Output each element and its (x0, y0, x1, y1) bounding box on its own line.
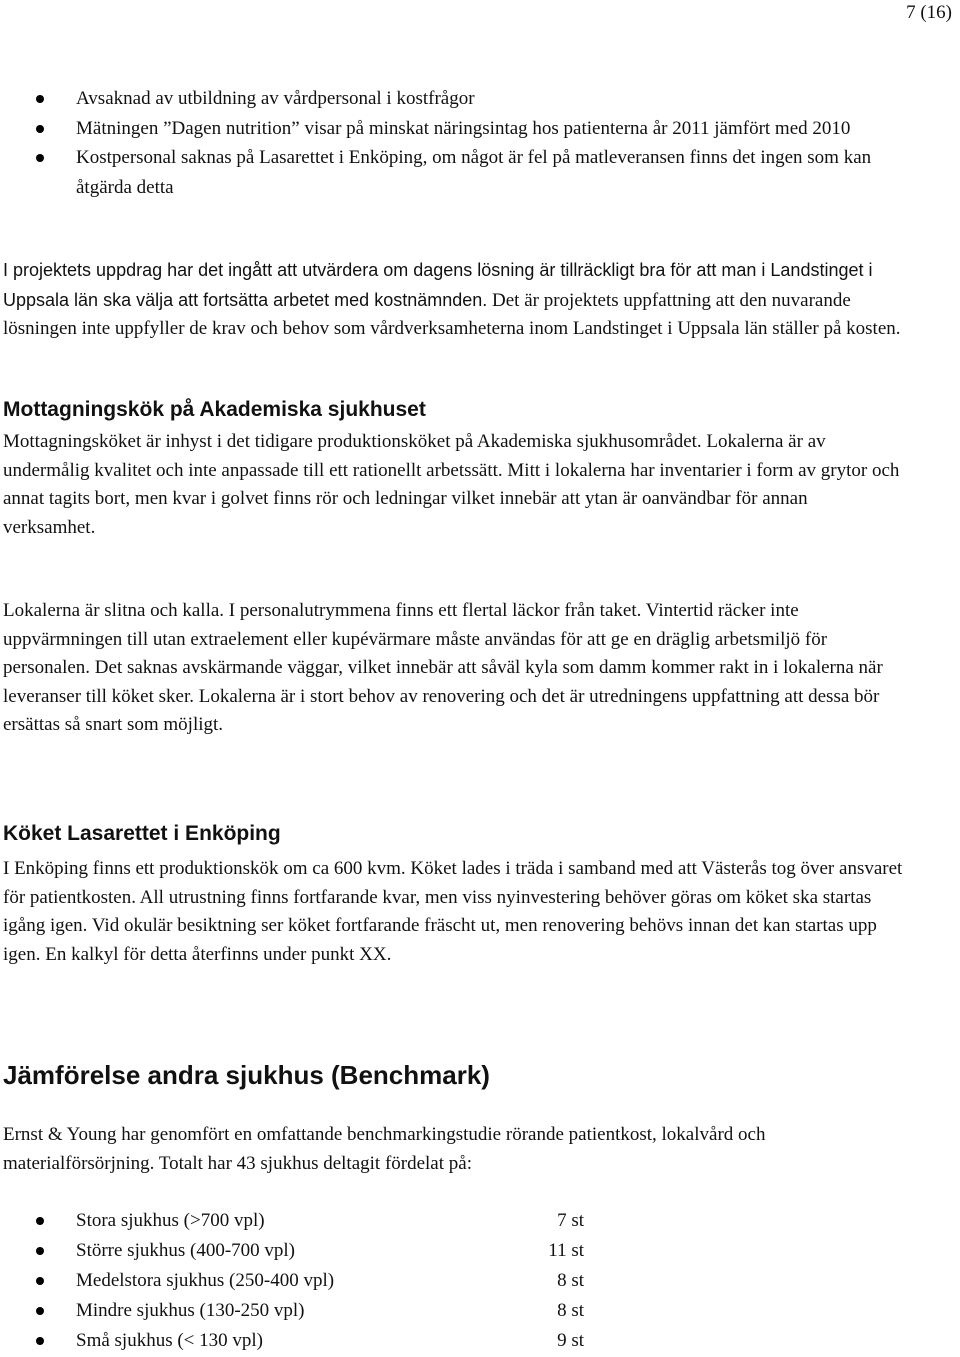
intro-bullet-list (0, 84, 880, 202)
hospital-group-label: Stora sjukhus (>700 vpl) (76, 1210, 265, 1231)
project-paragraph-sans: I projektets uppdrag har det ingått att utvärdera om dagens lösning är tillräckligt bra för att man i Landstinget i Uppsala län ska välja att fortsätta arbetet med kostnämnden. (3, 260, 873, 310)
page-number: 7 (16) (906, 2, 952, 23)
list-item (0, 84, 880, 114)
hospital-group-label: Medelstora sjukhus (250-400 vpl) (76, 1270, 335, 1291)
section-heading-akademiska: Mottagningskök på Akademiska sjukhuset (3, 398, 426, 421)
bullet-icon (36, 1337, 44, 1345)
akademiska-paragraph-2: Lokalerna är slitna och kalla. I personalutrymmena finns ett flertal läckor från taket. Vintertid räcker inte uppvärmningen till utan extraelement eller kupévärmare måste användas för att ge en dräglig arbetsmiljö för personalen. Det saknas avskärmande väggar, vilket innebär att såväl kyla som damm kommer rakt in i lokalerna när leveranser till köket sker. Lokalerna är i stort behov av renovering och det är utredningens uppfattning att dessa bör ersättas så snart som möjligt. (3, 600, 883, 736)
akademiska-paragraph-1: Mottagningsköket är inhyst i det tidigare produktionsköket på Akademiska sjukhusområdet. Lokalerna är av undermålig kvalitet och inte anpassade till ett rationellt arbetssätt. Mitt i lokalerna har inventarier i form av grytor och annat tagits bort, men kvar i golvet finns rör och ledningar vilket innebär att ytan är oanvändbar för annan verksamhet. (3, 431, 900, 538)
bullet-text: Mätningen ”Dagen nutrition” visar på minskat näringsintag hos patienterna år 2011 jämfört med 2010 (76, 117, 851, 139)
list-item (0, 143, 880, 202)
bullet-icon (36, 95, 44, 103)
bullet-icon (36, 1217, 44, 1225)
bullet-icon (36, 1307, 44, 1315)
hospital-group-label: Mindre sjukhus (130-250 vpl) (76, 1300, 305, 1321)
bullet-icon (36, 154, 44, 162)
list-item (0, 1296, 700, 1326)
bullet-icon (36, 1247, 44, 1255)
hospital-group-count: 9 st (557, 1330, 584, 1351)
list-item (0, 1266, 700, 1296)
project-paragraph (3, 256, 903, 344)
bullet-icon (36, 125, 44, 133)
list-item (0, 1206, 700, 1236)
list-item (0, 1326, 700, 1356)
project-paragraph-serif: Det är projektets uppfattning att den nuvarande lösningen inte uppfyller de krav och behov som vårdverksamheterna inom Landstinget i Uppsala län ställer på kosten. (3, 289, 901, 340)
hospital-group-count: 8 st (557, 1270, 584, 1291)
section-heading-enkoping: Köket Lasarettet i Enköping (3, 822, 281, 845)
hospital-group-count: 11 st (548, 1240, 584, 1261)
list-item (0, 114, 880, 144)
list-item (0, 1236, 700, 1266)
hospital-group-count: 8 st (557, 1300, 584, 1321)
hospital-group-list (0, 1206, 700, 1356)
benchmark-paragraph: Ernst & Young har genomfört en omfattande benchmarkingstudie rörande patientkost, lokalvård och materialförsörjning. Totalt har 43 sjukhus deltagit fördelat på: (3, 1124, 766, 1174)
hospital-group-count: 7 st (557, 1210, 584, 1231)
bullet-text: Kostpersonal saknas på Lasarettet i Enköping, om något är fel på matleveransen finns det ingen som kan åtgärda detta (76, 147, 872, 198)
bullet-text: Avsaknad av utbildning av vårdpersonal i kostfrågor (76, 88, 475, 109)
section-heading-benchmark: Jämförelse andra sjukhus (Benchmark) (3, 1060, 490, 1090)
hospital-group-label: Större sjukhus (400-700 vpl) (76, 1240, 296, 1261)
bullet-icon (36, 1277, 44, 1285)
hospital-group-label: Små sjukhus (< 130 vpl) (76, 1330, 263, 1351)
enkoping-paragraph: I Enköping finns ett produktionskök om ca 600 kvm. Köket lades i träda i samband med att Västerås tog över ansvaret för patientkosten. All utrustning finns fortfarande kvar, men viss nyinvestering behöver göras om köket ska startas igång igen. Vid okulär besiktning ser köket fortfarande fräscht ut, men renovering behövs innan det kan startas upp igen. En kalkyl för detta återfinns under punkt XX. (3, 858, 903, 965)
